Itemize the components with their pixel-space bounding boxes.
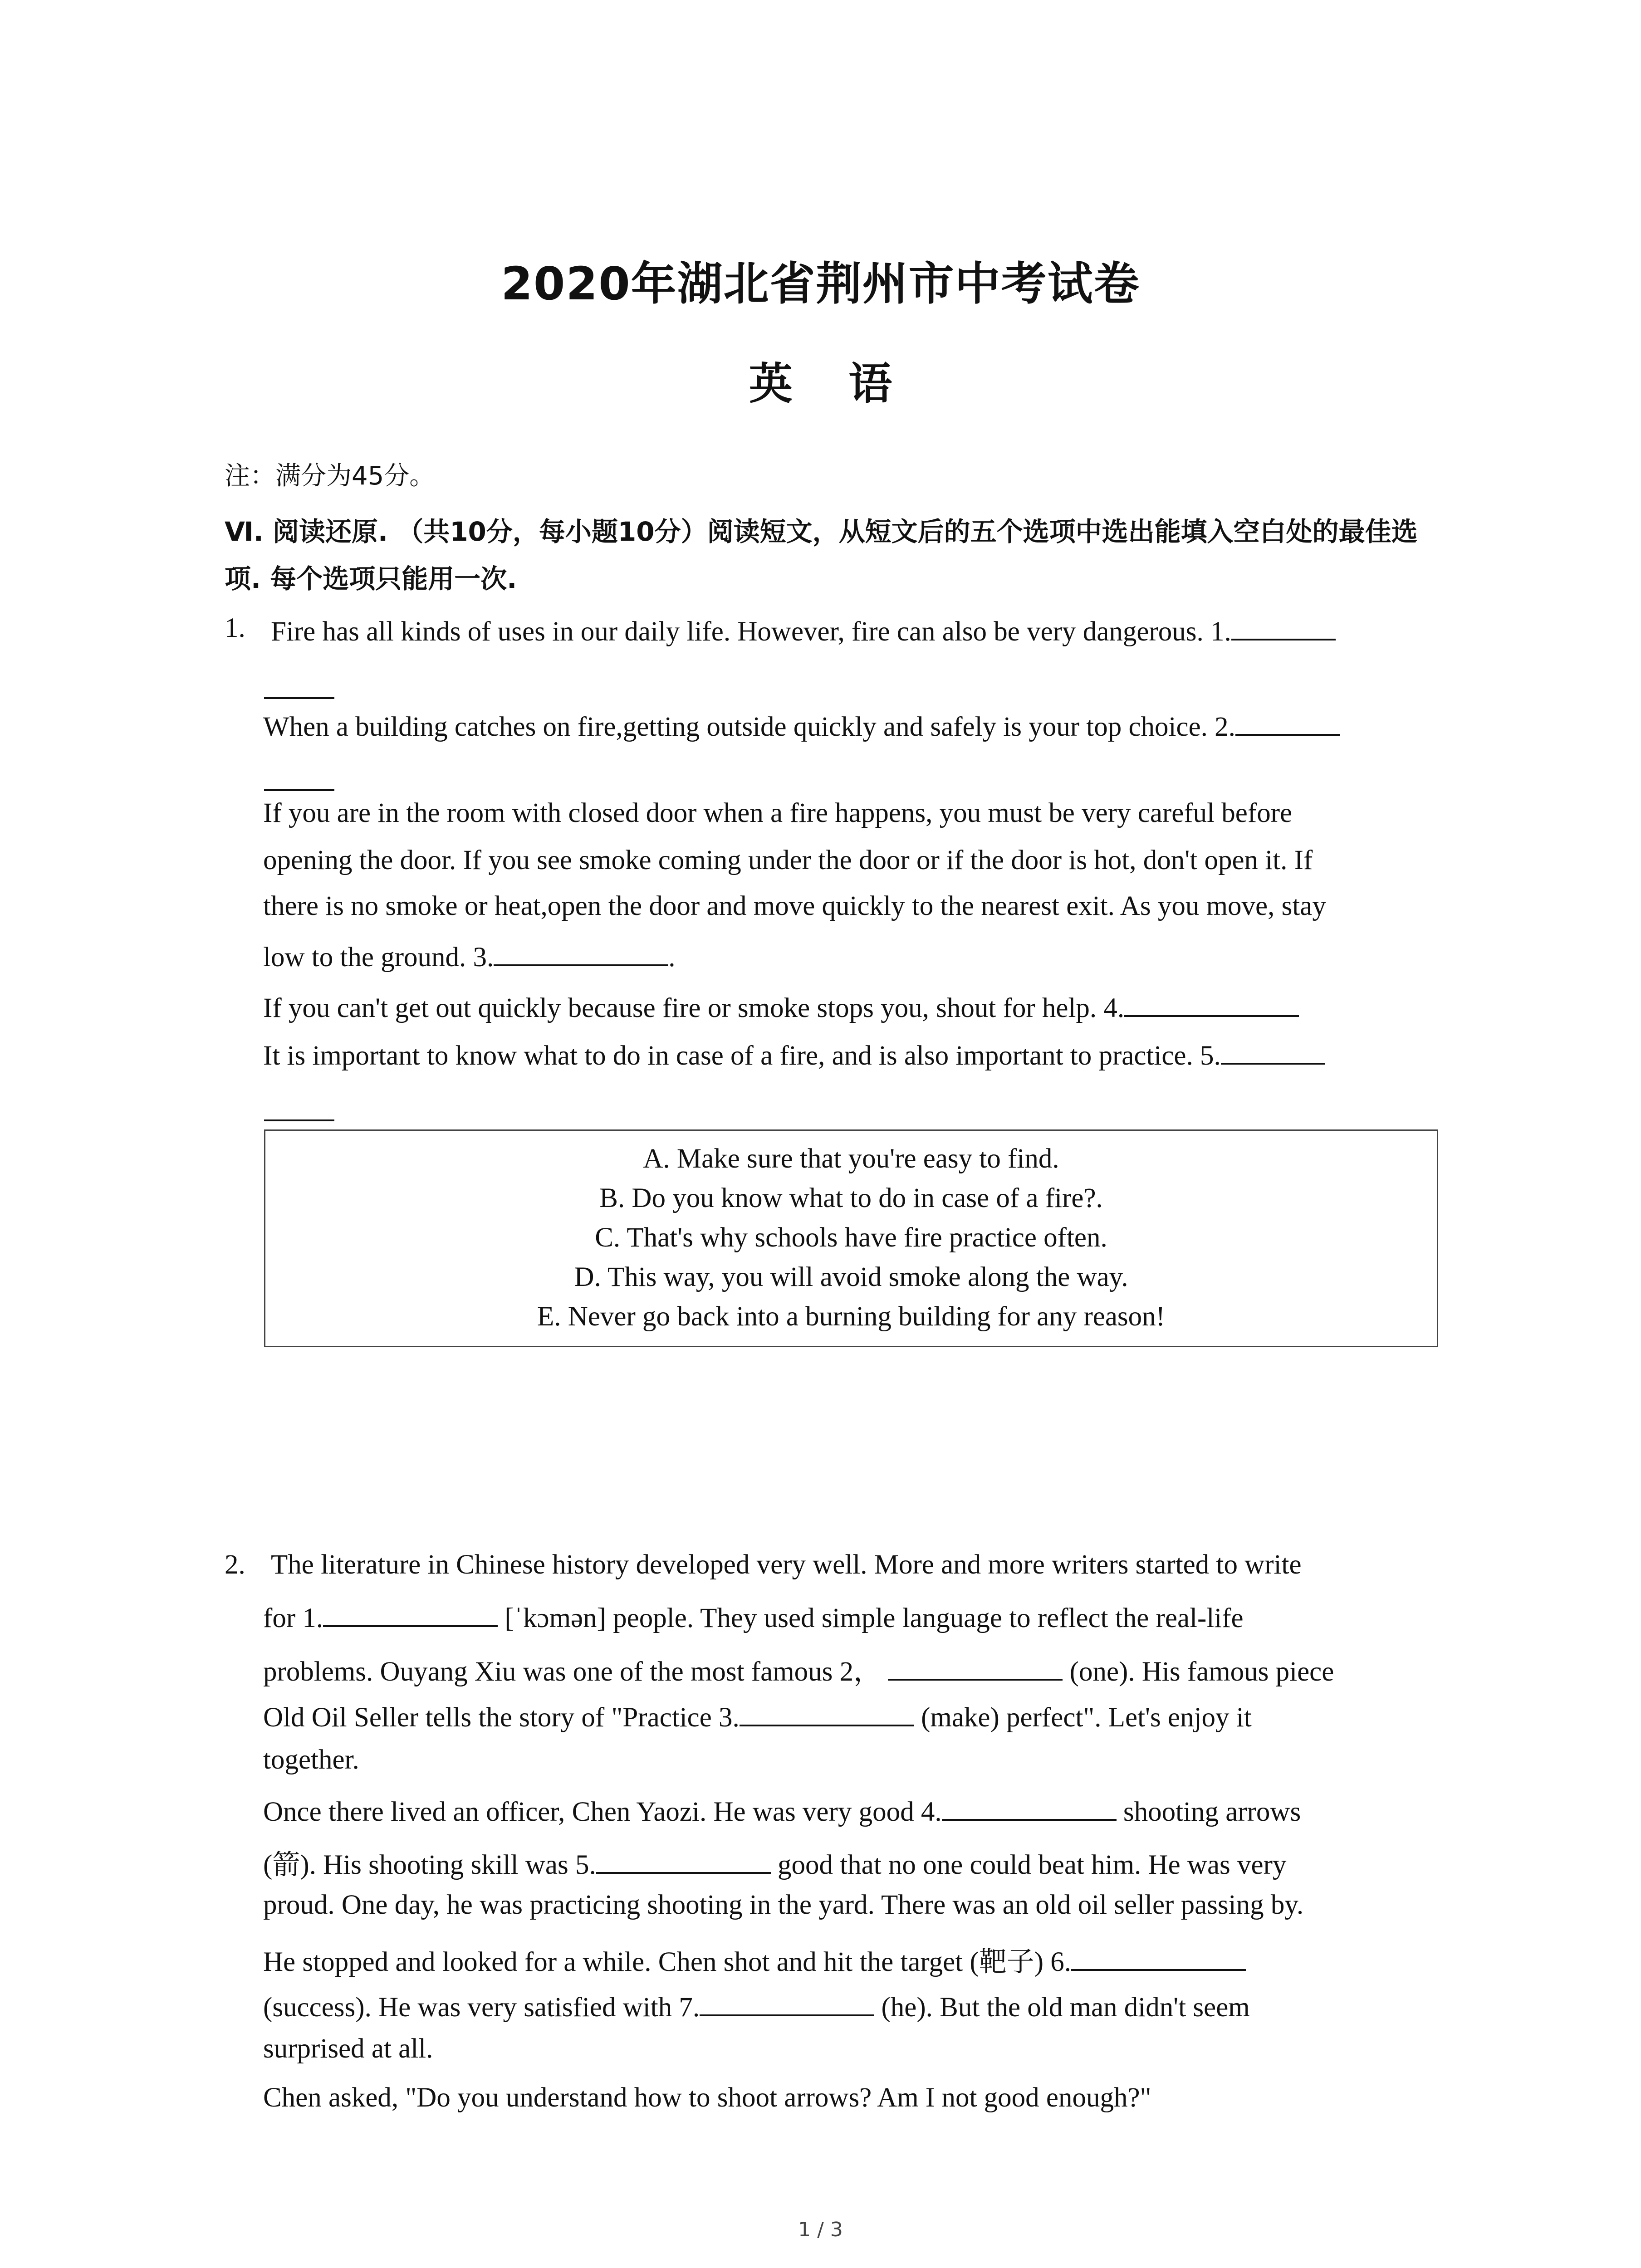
options-box [264,1129,1438,1347]
q1-text: low to the ground. 3. [263,942,494,973]
q1-text: . [668,942,676,973]
option-c: C. That's why schools have fire practice often. [595,1222,1107,1253]
blank-continuation [264,1119,334,1121]
q2-line-1: The literature in Chinese history developed very well. More and more writers started to write [271,1549,1302,1580]
q1-line-7 [263,989,1299,1024]
answer-blank-5[interactable] [1221,1036,1325,1065]
q2-text: good that no one could beat him. He was very [777,1850,1287,1880]
q1-text: It is important to know what to do in case of a fire, and is also important to practice. 5. [263,1041,1221,1071]
q1-text: Fire has all kinds of uses in our daily life. However, fire can also be very dangerous. 1. [271,616,1231,647]
q1-line-2 [263,708,1340,743]
question-number-2: 2. [225,1549,245,1580]
option-b: B. Do you know what to do in case of a fire?. [599,1183,1103,1213]
q2-line-11: surprised at all. [263,2033,433,2064]
q2-line-12: Chen asked, "Do you understand how to shoot arrows? Am I not good enough?" [263,2082,1151,2113]
answer-blank-4[interactable] [1124,989,1299,1017]
q1-text: If you can't get out quickly because fire or smoke stops you, shout for help. 4. [263,993,1125,1023]
q2-text: [ˈkɔmən] people. They used simple language to reflect the real-life [505,1603,1244,1633]
q2-text: Once there lived an officer, Chen Yaozi. He was very good 4. [263,1797,942,1827]
answer-blank-7[interactable] [700,1988,874,2016]
q2-text: He stopped and looked for a while. Chen shot and hit the target (靶子) 6. [263,1947,1072,1977]
exam-title: 2020年湖北省荆州市中考试卷 [501,257,1140,310]
answer-blank-6[interactable] [1071,1943,1246,1971]
q2-line-5: together. [263,1745,359,1775]
q2-text: (success). He was very satisfied with 7. [263,1992,700,2023]
q2-text: (one). His famous piece [1069,1657,1334,1687]
option-a: A. Make sure that you're easy to find. [643,1144,1059,1174]
q1-line-8 [263,1036,1325,1072]
q2-text: for 1. [263,1603,323,1633]
q1-text: When a building catches on fire,getting outside quickly and safely is your top choice. 2. [263,712,1235,742]
answer-blank-3[interactable] [494,938,668,966]
q2-text: problems. Ouyang Xiu was one of the most famous 2， [263,1657,882,1687]
q2-text: (he). But the old man didn't seem [881,1992,1250,2023]
q2-line-7 [263,1843,1286,1882]
page-indicator: 1 / 3 [798,2218,843,2241]
q2-text: (make) perfect". Let's enjoy it [921,1702,1252,1733]
q1-line-6 [263,938,676,973]
q2-line-8: proud. One day, he was practicing shooting in the yard. There was an old oil seller passing by. [263,1890,1304,1920]
blank-continuation [264,697,334,699]
q2-text: Old Oil Seller tells the story of "Practice 3. [263,1702,740,1733]
q1-line-5: there is no smoke or heat,open the door and move quickly to the nearest exit. As you move, stay [263,891,1326,921]
q1-line-1 [271,612,1336,648]
answer-blank-2[interactable] [888,1652,1063,1681]
subject-title: 英 语 [749,358,892,409]
q2-line-9 [263,1940,1246,1979]
answer-blank-1[interactable] [323,1599,498,1627]
q2-line-10 [263,1988,1250,2024]
q2-line-4 [263,1698,1252,1734]
q2-text: (箭). His shooting skill was 5. [263,1850,596,1880]
q2-text: shooting arrows [1123,1797,1301,1827]
section-heading: Ⅵ. 阅读还原. （共10分，每小题10分）阅读短文，从短文后的五个选项中选出能填入空白处的最佳选项. 每个选项只能用一次. [225,516,1418,594]
option-e: E. Never go back into a burning building for any reason! [537,1301,1165,1332]
option-d: D. This way, you will avoid smoke along the way. [574,1262,1128,1292]
q1-line-3: If you are in the room with closed door when a fire happens, you must be very careful before [263,798,1293,828]
answer-blank-5[interactable] [596,1846,771,1874]
answer-blank-2[interactable] [1235,708,1340,736]
answer-blank-3[interactable] [740,1698,914,1726]
q2-line-2 [263,1599,1244,1634]
q2-line-3 [263,1649,1334,1689]
blank-continuation [264,789,334,791]
answer-blank-4[interactable] [942,1793,1117,1821]
question-number-1: 1. [225,613,245,643]
q1-line-4: opening the door. If you see smoke coming under the door or if the door is hot, don't open it. If [263,845,1313,875]
q2-line-6 [263,1793,1301,1828]
answer-blank-1[interactable] [1231,612,1336,640]
score-note: 注：满分为45分。 [225,461,435,491]
